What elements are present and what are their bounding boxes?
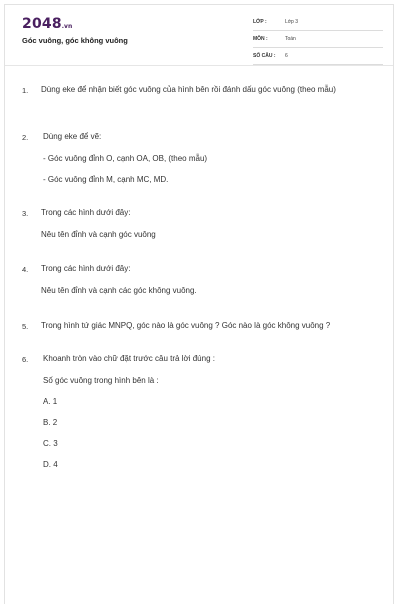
- question-text: Trong hình tứ giác MNPQ, góc nào là góc vuông ? Góc nào là góc không vuông ?: [41, 321, 331, 330]
- meta-row-count: [253, 49, 383, 65]
- worksheet-meta: [253, 15, 383, 66]
- subject-value: Toán: [285, 36, 296, 42]
- answer-option-a[interactable]: A. 1: [43, 397, 58, 406]
- question-text: Dùng eke để nhận biết góc vuông của hình bên rồi đánh dấu góc vuông (theo mẫu): [41, 85, 336, 94]
- worksheet-page: [4, 4, 394, 604]
- question-subtext: - Góc vuông đỉnh M, cạnh MC, MD.: [43, 175, 169, 184]
- site-logo[interactable]: [22, 16, 72, 35]
- meta-row-subject: [253, 32, 383, 48]
- logo-suffix-text: .vn: [61, 23, 73, 30]
- question-number: 4.: [22, 265, 29, 274]
- question-number: 1.: [22, 86, 29, 95]
- question-text: Trong các hình dưới đây:: [41, 208, 131, 217]
- logo-main-text: 2048: [22, 16, 62, 32]
- grade-label: LỚP :: [253, 19, 267, 25]
- answer-option-d[interactable]: D. 4: [43, 460, 58, 469]
- question-subtext: Nêu tên đỉnh và cạnh góc vuông: [41, 230, 156, 239]
- subject-label: MÔN :: [253, 36, 268, 42]
- header-divider: [5, 65, 393, 66]
- worksheet-title: Góc vuông, góc không vuông: [22, 36, 128, 45]
- question-number: 2.: [22, 133, 29, 142]
- question-number: 6.: [22, 355, 29, 364]
- grade-value: Lớp 3: [285, 19, 299, 25]
- question-text: Dùng eke để vẽ:: [43, 132, 102, 141]
- question-subtext: Nêu tên đỉnh và cạnh các góc không vuông.: [41, 286, 197, 295]
- worksheet-header: [5, 5, 393, 65]
- question-number: 3.: [22, 209, 29, 218]
- question-text: Khoanh tròn vào chữ đặt trước câu trả lời đúng :: [43, 354, 215, 363]
- meta-row-grade: [253, 15, 383, 31]
- question-subtext: Số góc vuông trong hình bên là :: [43, 376, 159, 385]
- question-count-label: SỐ CÂU :: [253, 53, 276, 59]
- question-count-value: 6: [285, 53, 288, 59]
- question-subtext: - Góc vuông đỉnh O, cạnh OA, OB, (theo mẫu): [43, 154, 208, 163]
- answer-option-c[interactable]: C. 3: [43, 439, 58, 448]
- question-text: Trong các hình dưới đây:: [41, 264, 131, 273]
- answer-option-b[interactable]: B. 2: [43, 418, 58, 427]
- question-number: 5.: [22, 322, 29, 331]
